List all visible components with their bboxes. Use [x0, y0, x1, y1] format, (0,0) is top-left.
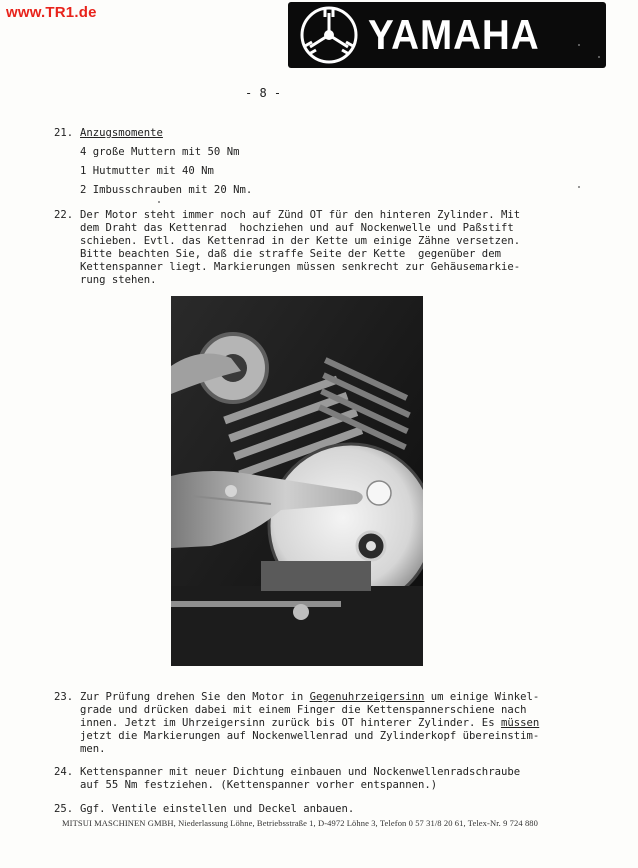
- item-number: 24.: [54, 766, 74, 778]
- scan-speck: [578, 186, 580, 188]
- item-line: Bitte beachten Sie, daß die straffe Seite der Kette gegenüber dem: [80, 248, 501, 260]
- item-line: Der Motor steht immer noch auf Zünd OT für den hinteren Zylinder. Mit: [80, 209, 521, 221]
- item-line: jetzt die Markierungen auf Nockenwellenrad und Zylinderkopf übereinstim-: [80, 730, 540, 742]
- footer-address: MITSUI MASCHINEN GMBH, Niederlassung Löhne, Betriebsstraße 1, D-4972 Löhne 3, Telefon 0 57 31/8 20 61, Telex-Nr. 9 724 880: [62, 818, 539, 828]
- item-line: innen. Jetzt im Uhrzeigersinn zurück bis OT hinterer Zylinder. Es: [80, 717, 501, 729]
- item-line: schieben. Evtl. das Kettenrad in der Kette um einige Zähne versetzen.: [80, 235, 521, 247]
- item-line: dem Draht das Kettenrad hochziehen und auf Nockenwelle und Paßstift: [80, 222, 514, 234]
- yamaha-tuning-fork-emblem-icon: [294, 5, 364, 65]
- item-line: 2 Imbusschrauben mit 20 Nm.: [80, 184, 253, 196]
- item-line: 4 große Muttern mit 50 Nm: [80, 146, 240, 158]
- item-title: Anzugsmomente: [80, 127, 163, 139]
- page-number: - 8 -: [245, 86, 282, 100]
- item-number: 23.: [54, 691, 74, 703]
- item-number: 22.: [54, 209, 74, 221]
- scan-speck: [158, 201, 160, 203]
- item-emphasis: müssen: [500, 717, 540, 729]
- item-line: Kettenspanner liegt. Markierungen müssen senkrecht zur Gehäusemarkie-: [80, 261, 521, 273]
- watermark: www.TR1.de: [6, 4, 97, 21]
- item-line: Kettenspanner mit neuer Dichtung einbauen und Nockenwellenradschraube: [80, 766, 521, 778]
- item-line: rung stehen.: [80, 274, 157, 286]
- item-line: grade und drücken dabei mit einem Finger die Kettenspannerschiene nach: [80, 704, 527, 716]
- engine-photo: [171, 296, 423, 666]
- item-number: 25.: [54, 803, 74, 815]
- item-line: 1 Hutmutter mit 40 Nm: [80, 165, 214, 177]
- item-line: Ggf. Ventile einstellen und Deckel anbauen.: [80, 803, 355, 815]
- item-line: um einige Winkel-: [424, 691, 540, 703]
- item-line: Zur Prüfung drehen Sie den Motor in: [80, 691, 310, 703]
- item-emphasis: Gegenuhrzeigersinn: [309, 691, 425, 703]
- engine-photo-illustration: [171, 296, 423, 666]
- item-number: 21.: [54, 127, 74, 139]
- brand-name: YAMAHA: [368, 11, 540, 58]
- item-line: auf 55 Nm festziehen. (Kettenspanner vorher entspannen.): [80, 779, 438, 791]
- scan-speck: [598, 56, 600, 58]
- item-line: men.: [80, 743, 106, 755]
- scan-speck: [578, 44, 580, 46]
- brand-header: [288, 2, 606, 68]
